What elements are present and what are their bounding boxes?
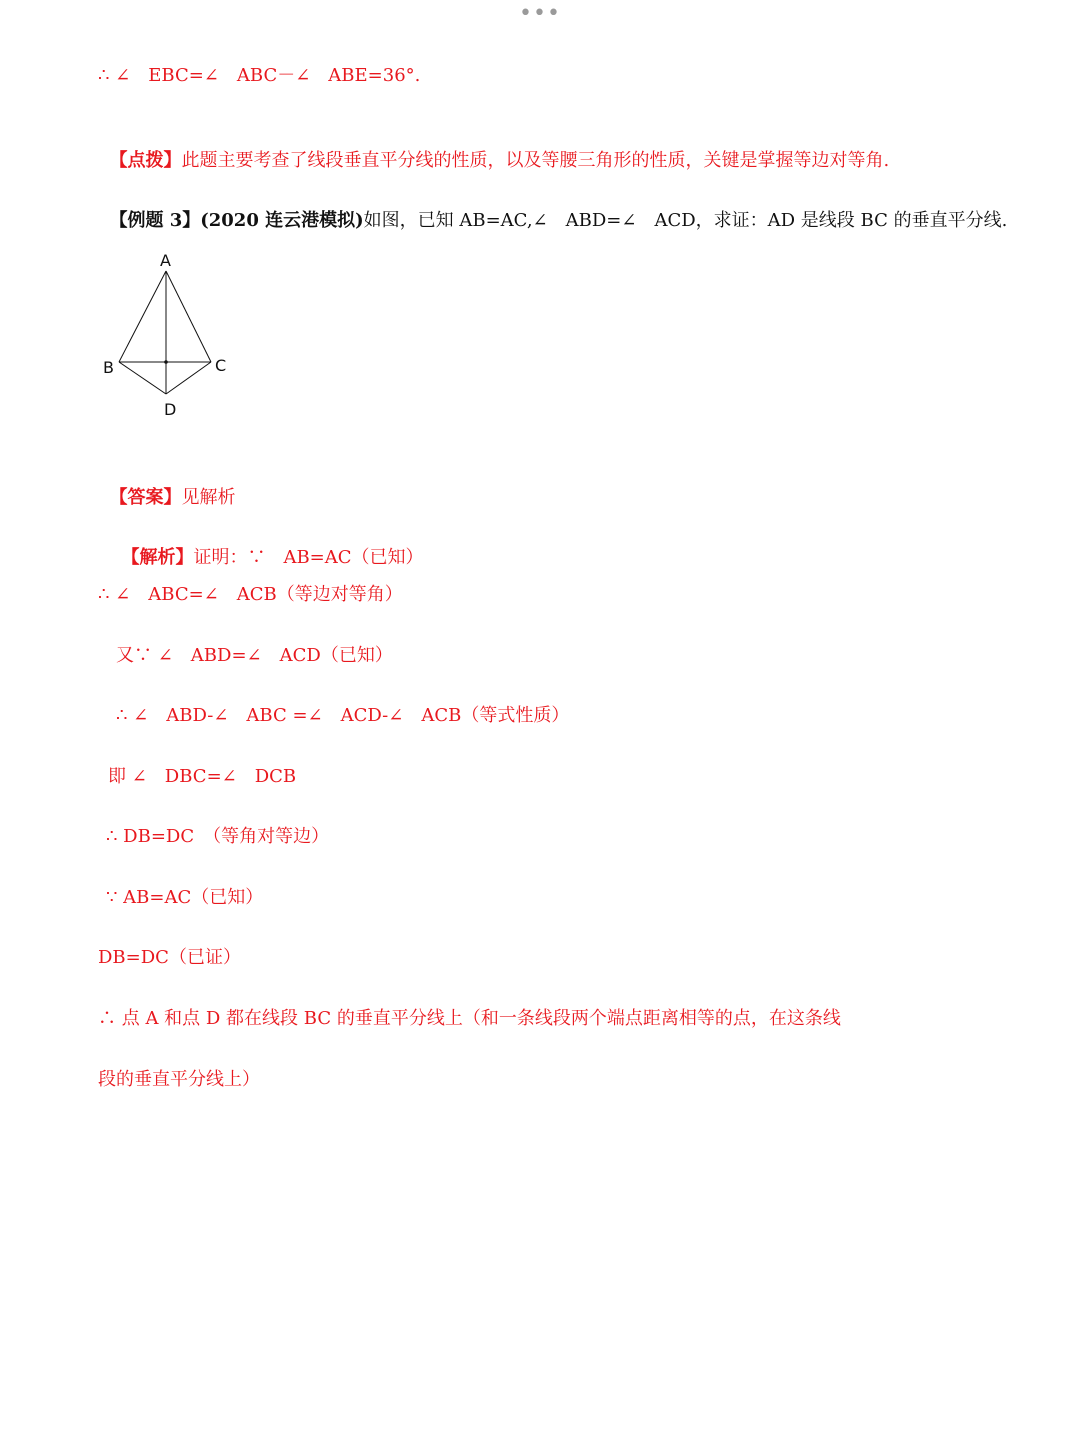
example-3-paragraph bbox=[98, 185, 1007, 233]
hint-tag: 【点拨】 bbox=[109, 150, 182, 171]
analysis-tag: 【解析】 bbox=[121, 547, 194, 568]
answer-text: 见解析 bbox=[181, 487, 236, 508]
example-3-text: 如图，已知 AB=AC,∠ ABD=∠ ACD，求证：AD 是线段 BC 的垂直平分线. bbox=[363, 210, 1008, 231]
proof-step-8: ∴ 点 A 和点 D 都在线段 BC 的垂直平分线上（和一条线段两个端点距离相等的点，在这条线 bbox=[98, 1008, 841, 1029]
line-ebc-conclusion: ∴ ∠ EBC=∠ ABC－∠ ABE=36°. bbox=[98, 65, 421, 86]
analysis-paragraph bbox=[110, 522, 424, 570]
analysis-text: 证明：∵ AB=AC（已知） bbox=[193, 547, 424, 568]
proof-step-4: 即 ∠ DBC=∠ DCB bbox=[108, 766, 297, 787]
label-d: D bbox=[164, 400, 177, 419]
midpoint-dot bbox=[164, 360, 168, 364]
proof-step-9: 段的垂直平分线上） bbox=[98, 1069, 260, 1090]
segment-ac bbox=[166, 271, 211, 362]
label-a: A bbox=[160, 251, 171, 270]
label-b: B bbox=[103, 358, 114, 377]
proof-step-1: ∴ ∠ ABC=∠ ACB（等边对等角） bbox=[98, 584, 403, 605]
segment-bd bbox=[119, 362, 166, 394]
answer-tag: 【答案】 bbox=[109, 487, 182, 508]
proof-step-3: ∴ ∠ ABD-∠ ABC =∠ ACD-∠ ACB（等式性质） bbox=[116, 705, 570, 726]
proof-step-6: ∵ AB=AC（已知） bbox=[106, 887, 264, 908]
segment-cd bbox=[166, 362, 211, 394]
kite-diagram bbox=[96, 244, 246, 424]
label-c: C bbox=[215, 356, 227, 375]
example-3-tag: 【例题 3】(2020 连云港模拟) bbox=[109, 210, 364, 231]
hint-text: 此题主要考查了线段垂直平分线的性质，以及等腰三角形的性质，关键是掌握等边对等角. bbox=[181, 150, 890, 171]
geometry-figure bbox=[96, 244, 246, 424]
hint-paragraph bbox=[98, 125, 889, 173]
answer-paragraph bbox=[98, 462, 235, 510]
proof-step-5: ∴ DB=DC （等角对等边） bbox=[106, 826, 330, 847]
segment-ab bbox=[119, 271, 166, 362]
more-horizontal-icon[interactable]: ••• bbox=[519, 1, 561, 26]
proof-step-7: DB=DC（已证） bbox=[98, 947, 241, 968]
proof-step-2: 又∵ ∠ ABD=∠ ACD（已知） bbox=[116, 645, 393, 666]
